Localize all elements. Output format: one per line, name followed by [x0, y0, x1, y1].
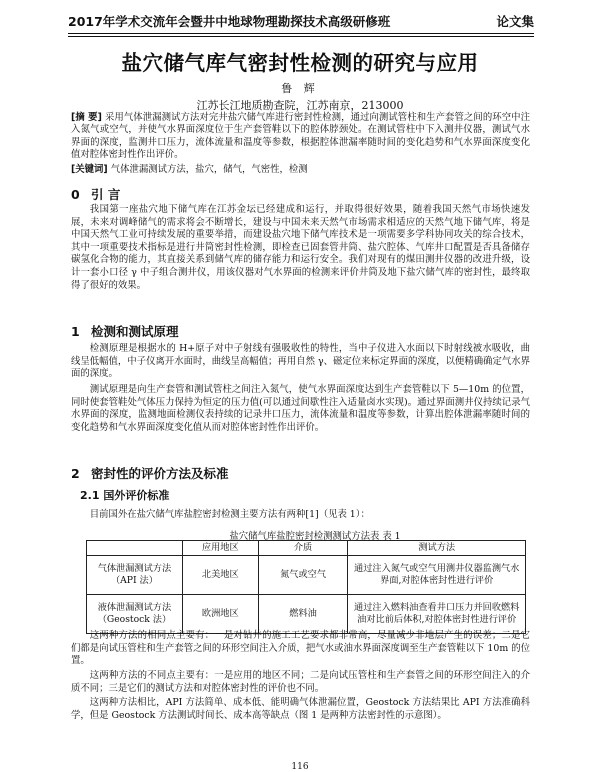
- section-heading-evaluation: [71, 464, 229, 482]
- paper-title: 盐穴储气库气密封性检测的研究与应用: [121, 51, 479, 75]
- paragraph-test-principle: 测试原理是向生产套管和测试管柱之间注入氮气，使气水界面深度达到生产套管鞋以下 5—10m 的位置，同时使套管鞋处气体压力保持为恒定的压力值(可以通过间歇性注入适量卤水实现)。通过界面测井仪持续记录气水界面的深度，监测地面检测仪表持续的记录井口压力，流体流量和温度等参数，计算出腔体泄漏率随时间的变化趋势和气水界面深度变化值从而对腔体密封性作出评价。: [71, 384, 530, 433]
- table-header-row: [87, 541, 526, 556]
- methods-table: [86, 540, 526, 634]
- subsection-heading-foreign: [80, 487, 169, 503]
- keywords-text: 气体泄漏测试方法，盐穴，储气，气密性，检测: [110, 164, 308, 175]
- table-header-cell: 测试方法: [348, 541, 526, 556]
- table-cell-region: 欧洲地区: [182, 595, 258, 634]
- paragraph-comparison: 这两种方法相比，API 方法简单、成本低、能明确气体泄漏位置，Geostock 方法结果比 API 方法准确科学，但是 Geostock 方法测试时间长、成本高等缺点（图 1 是两种方法密封性的示意图）。: [71, 697, 530, 721]
- subsection-number: 2.1: [80, 489, 100, 502]
- subsection-title: 国外评价标准: [103, 489, 170, 502]
- table-cell-method: 液体泄漏测试方法 （Geostock 法）: [87, 595, 183, 634]
- section-number: 1: [71, 324, 80, 339]
- abstract: [71, 112, 530, 162]
- section-number: 0: [71, 187, 80, 202]
- keywords: [71, 164, 530, 176]
- affiliation: 江苏长江地质勘查院，江苏南京，213000: [196, 99, 404, 112]
- table-cell-region: 北美地区: [182, 556, 258, 595]
- table-cell-procedure: 通过注入氮气或空气用测井仪器监测气水界面,对腔体密封性进行评价: [348, 556, 526, 595]
- section-title: 密封性的评价方法及标准: [91, 466, 229, 481]
- table-row: [87, 556, 526, 595]
- table-row: [87, 595, 526, 634]
- table-cell-method: 气体泄漏测试方法 （API 法）: [87, 556, 183, 595]
- table-header-cell: 应用地区: [182, 541, 258, 556]
- running-header: [68, 6, 534, 34]
- page-number: 116: [291, 762, 309, 772]
- abstract-label: [摘 要]: [71, 112, 102, 123]
- keywords-label: [关键词]: [71, 164, 108, 175]
- section-title: 引 言: [91, 187, 121, 202]
- header-conference: 2017年学术交流年会暨井中地球物理勘探技术高级研修班: [68, 14, 391, 29]
- table-header-cell: [87, 541, 183, 556]
- paragraph-detection-principle: 检测原理是根据水的 H+原子对中子射线有强吸收性的特性，当中子仪进入水面以下时射线被水吸收，曲线呈低幅值，中子仪离开水面时，曲线呈高幅值；再用自然 γ、磁定位来标定界面的深度，以便精确确定气水界面的深度。: [71, 343, 530, 380]
- table-cell-procedure: 通过注入燃料油查看井口压力并回收燃料油对比前后体积,对腔体密封性进行评价: [348, 595, 526, 634]
- table-cell-medium: 燃料油: [258, 595, 348, 634]
- paragraph-similarities: 这两种方法的相同点主要有：一是对钻井的施工工艺要求都非常高，尽量减少非地层产生的误差；二是它们都是向试压管柱和生产套管之间的环形空间注入介质，把气水或油水界面深度调至生产套管鞋以下 10m 的位置。: [71, 630, 530, 667]
- table-header-cell: 介质: [258, 541, 348, 556]
- table-caption: 盐穴储气库盐腔密封检测测试方法表 表 1: [229, 531, 401, 542]
- author: 鲁 辉: [281, 82, 319, 95]
- section-title: 检测和测试原理: [91, 324, 179, 339]
- section-heading-intro: [71, 185, 120, 203]
- paragraph-intro: 我国第一座盐穴地下储气库在江苏金坛已经建成和运行，并取得很好效果，随着我国天然气市场快速发展，未来对调峰储气的需求将会不断增长，建设与中国未来天然气市场需求相适应的天然气地下储气库，将是中国天然气工业可持续发展的重要举措，而建设盐穴地下储气库技术是一项需要多学科协同攻关的综合技术，其中一项重要技术指标是进行井筒密封性检测，即检查已固套管井筒、盐穴腔体、气库井口配置是否具备储存碳氢化合物的能力，其直接关系到储气库的储存能力和运行安全。我们对现有的煤田测井仪器的改进升级，设计一套小口径 γ 中子组合测井仪，用该仪器对气水界面的检测来评价井筒及地下盐穴储气库的密封性，最终取得了很好的效果。: [71, 204, 530, 291]
- paragraph-methods-intro: 目前国外在盐穴储气库盐腔密封检测主要方法有两种[1]（见表 1）：: [89, 509, 370, 520]
- table-cell-medium: 氮气或空气: [258, 556, 348, 595]
- header-proceedings: 论文集: [496, 14, 534, 29]
- abstract-text: 采用气体泄漏测试方法对完井盐穴储气库进行密封性检测，通过向测试管柱和生产套管之间的环空中注入氮气或空气，并使气水界面深度位于生产套管鞋以下的腔体脖颈处。在测试管柱中下入测井仪器，测试气水界面的深度，监测井口压力，流体流量和温度等参数，根据腔体泄漏率随时间的变化趋势和气水界面深度变化值对腔体密封性作出评价。: [71, 112, 530, 161]
- section-heading-principle: [71, 322, 179, 340]
- section-number: 2: [71, 466, 80, 481]
- paragraph-differences: 这两种方法的不同点主要有：一是应用的地区不同；二是向试压管柱和生产套管之间的环形空间注入的介质不同；三是它们的测试方法和对腔体密封性的评价也不同。: [71, 670, 530, 694]
